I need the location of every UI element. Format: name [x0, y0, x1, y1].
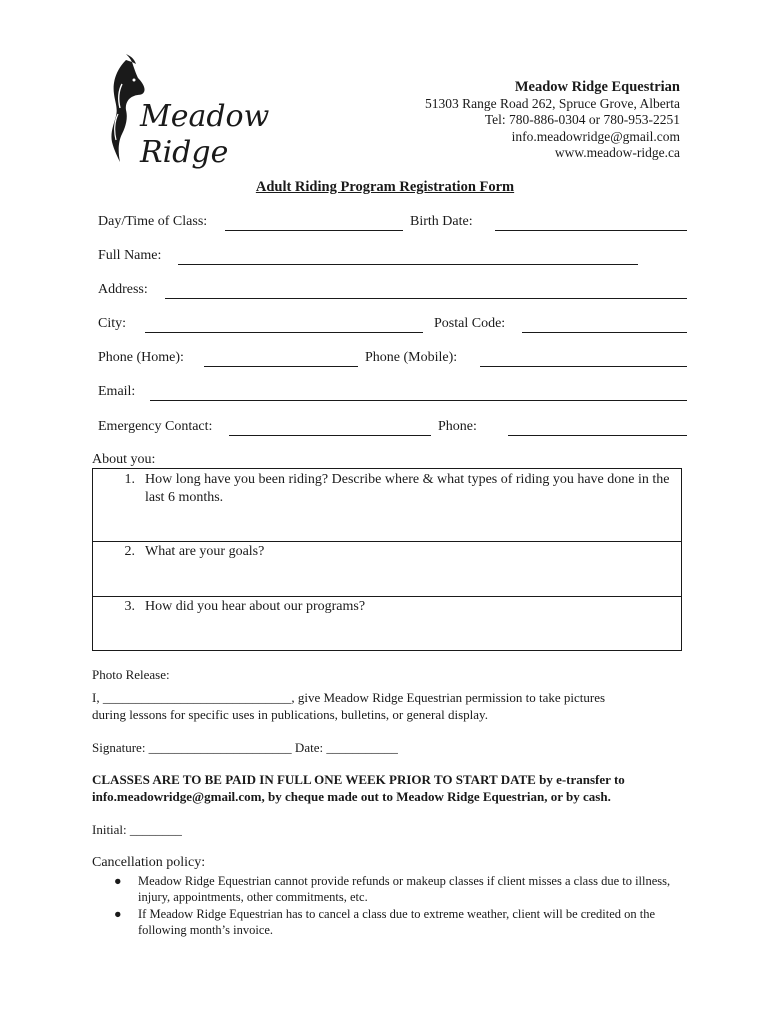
- org-website[interactable]: www.meadow-ridge.ca: [554, 144, 680, 160]
- cancellation-list: [92, 873, 682, 939]
- postal-code-field[interactable]: [522, 332, 687, 333]
- question-text: How long have you been riding? Describe where & what types of riding you have done in the last 6 months.: [145, 472, 670, 505]
- payment-notice: CLASSES ARE TO BE PAID IN FULL ONE WEEK PRIOR TO START DATE by e-transfer to info.meadowridge@gmail.com, by cheque made out to Meadow Ridge Equestrian, or by cash.: [92, 772, 625, 804]
- list-item: [92, 906, 682, 938]
- initial-line[interactable]: Initial: ________: [92, 822, 182, 837]
- question-row-2[interactable]: [93, 541, 681, 597]
- question-number: 2.: [124, 544, 135, 559]
- full-name-label: Full Name:: [98, 248, 162, 263]
- bullet-icon: ●: [114, 874, 122, 888]
- birth-date-field[interactable]: [495, 230, 687, 231]
- address-field[interactable]: [165, 298, 687, 299]
- question-text: What are your goals?: [145, 544, 265, 559]
- emergency-contact-field[interactable]: [229, 435, 431, 436]
- photo-release-text: [92, 690, 692, 723]
- postal-code-label: Postal Code:: [434, 316, 506, 331]
- org-address: 51303 Range Road 262, Spruce Grove, Alberta: [425, 96, 680, 111]
- photo-release-line-2: during lessons for specific uses in publications, bulletins, or general display.: [92, 706, 488, 722]
- question-row-1[interactable]: [93, 469, 681, 541]
- question-number: 3.: [124, 599, 135, 614]
- logo-word-meadow: Meadow: [140, 99, 270, 134]
- list-item: [92, 873, 682, 905]
- question-row-3[interactable]: [93, 596, 681, 651]
- phone-home-field[interactable]: [204, 366, 358, 367]
- email-field[interactable]: [150, 400, 687, 401]
- city-field[interactable]: [145, 332, 423, 333]
- about-you-table: [92, 468, 682, 651]
- signature-date-line[interactable]: Signature: ______________________ Date: ___________: [92, 740, 398, 755]
- phone-mobile-label: Phone (Mobile):: [365, 350, 458, 365]
- cancellation-item-text: If Meadow Ridge Equestrian has to cancel a class due to extreme weather, client will be credited on the following month’s invoice.: [138, 907, 656, 937]
- org-name: Meadow Ridge Equestrian: [514, 79, 680, 95]
- address-label: Address:: [98, 282, 148, 297]
- birth-date-label: Birth Date:: [410, 214, 473, 229]
- phone-home-label: Phone (Home):: [98, 350, 184, 365]
- photo-release-heading: Photo Release:: [92, 667, 170, 682]
- about-you-label: About you:: [92, 452, 156, 467]
- full-name-field[interactable]: [178, 264, 638, 265]
- emergency-phone-field[interactable]: [508, 435, 687, 436]
- logo-word-ridge: Ridge: [140, 135, 229, 170]
- phone-mobile-field[interactable]: [480, 366, 687, 367]
- question-text: How did you hear about our programs?: [145, 599, 366, 614]
- city-label: City:: [98, 316, 127, 331]
- org-phone: Tel: 780-886-0304 or 780-953-2251: [484, 112, 680, 128]
- emergency-phone-label: Phone:: [438, 419, 477, 434]
- question-number: 1.: [124, 472, 135, 487]
- photo-release-line-1: I, _____________________________, give Meadow Ridge Equestrian permission to take pictures: [92, 690, 606, 705]
- form-title: Adult Riding Program Registration Form: [255, 179, 515, 195]
- bullet-icon: ●: [114, 907, 122, 921]
- organization-header: [425, 78, 680, 161]
- cancellation-item-text: Meadow Ridge Equestrian cannot provide refunds or makeup classes if client misses a class due to illness, injury, appointments, other commitments, etc.: [138, 874, 671, 904]
- cancellation-heading: Cancellation policy:: [92, 855, 206, 870]
- day-time-label: Day/Time of Class:: [98, 214, 208, 229]
- day-time-field[interactable]: [225, 230, 403, 231]
- meadow-ridge-logo: [104, 54, 270, 174]
- email-label: Email:: [98, 384, 136, 399]
- org-email[interactable]: info.meadowridge@gmail.com: [511, 128, 680, 144]
- emergency-contact-label: Emergency Contact:: [98, 419, 213, 434]
